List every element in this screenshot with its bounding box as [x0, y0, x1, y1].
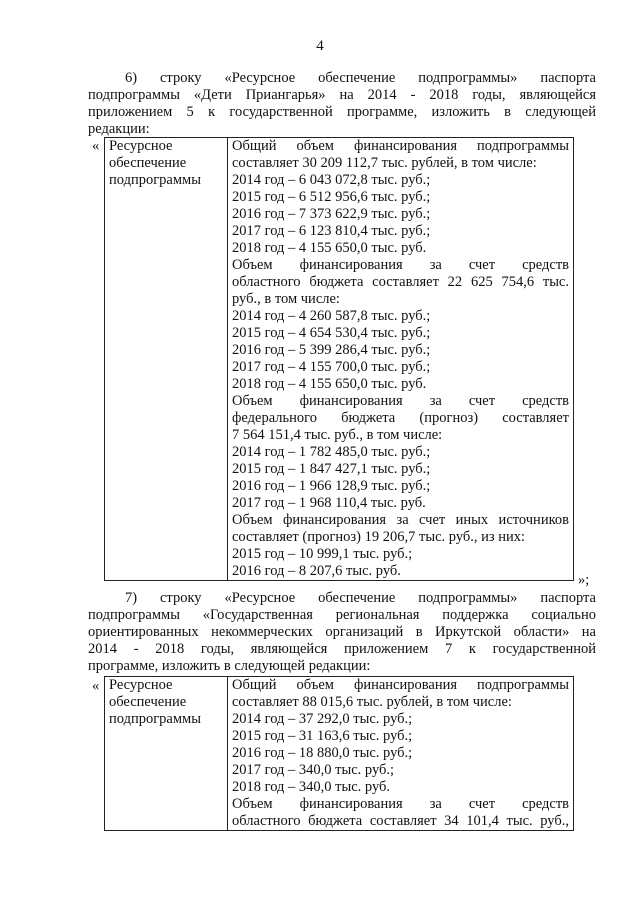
value-line: 2016 год – 1 966 128,9 тыс. руб.; [232, 478, 431, 494]
value-line: областного бюджета составляет 22 625 754,6 тыс. [232, 274, 569, 290]
label-line: обеспечение [109, 694, 187, 710]
value-line: 2018 год – 4 155 650,0 тыс. руб. [232, 376, 427, 392]
value-line: Объем финансирования за счет средств [232, 257, 569, 273]
paragraph-line: ориентированных некоммерческих организаций в Иркутской области» на [88, 624, 596, 640]
item6-paragraph [88, 70, 596, 138]
paragraph-line: редакции: [88, 121, 150, 137]
label-line: подпрограммы [109, 172, 201, 188]
value-line: Общий объем финансирования подпрограммы [232, 138, 569, 154]
closing-quote: »; [578, 572, 590, 588]
label-cell [105, 677, 228, 831]
value-line: составляет 30 209 112,7 тыс. рублей, в том числе: [232, 155, 537, 171]
value-line: 2014 год – 6 043 072,8 тыс. руб.; [232, 172, 431, 188]
value-line: 2017 год – 6 123 810,4 тыс. руб.; [232, 223, 431, 239]
value-line: федерального бюджета (прогноз) составляет [232, 410, 569, 426]
value-line: Объем финансирования за счет иных источников [232, 512, 569, 528]
value-line: 2014 год – 1 782 485,0 тыс. руб.; [232, 444, 431, 460]
value-line: 2016 год – 8 207,6 тыс. руб. [232, 563, 401, 579]
item6-passport-table [104, 137, 574, 581]
value-cell [228, 677, 574, 831]
value-line: составляет 88 015,6 тыс. рублей, в том числе: [232, 694, 512, 710]
label-line: Ресурсное [109, 138, 173, 154]
value-line: 7 564 151,4 тыс. руб., в том числе: [232, 427, 443, 443]
value-line: 2017 год – 4 155 700,0 тыс. руб.; [232, 359, 431, 375]
label-line: обеспечение [109, 155, 187, 171]
paragraph-line: подпрограммы «Государственная региональная поддержка социально [88, 607, 596, 623]
value-line: 2016 год – 5 399 286,4 тыс. руб.; [232, 342, 431, 358]
label-line: Ресурсное [109, 677, 173, 693]
value-line: 2016 год – 7 373 622,9 тыс. руб.; [232, 206, 431, 222]
value-line: составляет (прогноз) 19 206,7 тыс. руб., из них: [232, 529, 526, 545]
label-cell [105, 138, 228, 581]
opening-quote: « [92, 678, 100, 694]
value-cell [228, 138, 574, 581]
page-number: 4 [316, 38, 324, 54]
value-line: 2015 год – 4 654 530,4 тыс. руб.; [232, 325, 431, 341]
value-line: Объем финансирования за счет средств [232, 393, 569, 409]
paragraph-line: 2014 - 2018 годы, являющейся приложением 7 к государственной [88, 641, 596, 657]
paragraph-line: программе, изложить в следующей редакции: [88, 658, 371, 674]
item7-paragraph [88, 590, 596, 675]
value-line: областного бюджета составляет 34 101,4 тыс. руб., [232, 813, 569, 829]
value-line: 2018 год – 4 155 650,0 тыс. руб. [232, 240, 427, 256]
table-row [105, 138, 574, 581]
value-line: Общий объем финансирования подпрограммы [232, 677, 569, 693]
value-line: 2016 год – 18 880,0 тыс. руб.; [232, 745, 413, 761]
value-line: 2015 год – 31 163,6 тыс. руб.; [232, 728, 413, 744]
value-line: руб., в том числе: [232, 291, 340, 307]
item7-passport-table [104, 676, 574, 831]
label-line: подпрограммы [109, 711, 201, 727]
paragraph-line: 7) строку «Ресурсное обеспечение подпрограммы» паспорта [125, 590, 596, 606]
value-line: 2014 год – 37 292,0 тыс. руб.; [232, 711, 413, 727]
value-line: 2017 год – 1 968 110,4 тыс. руб. [232, 495, 426, 511]
value-line: 2015 год – 1 847 427,1 тыс. руб.; [232, 461, 431, 477]
table-row [105, 677, 574, 831]
paragraph-line: 6) строку «Ресурсное обеспечение подпрограммы» паспорта [125, 70, 596, 86]
opening-quote: « [92, 138, 100, 154]
paragraph-line: подпрограммы «Дети Приангарья» на 2014 - 2018 годы, являющейся [88, 87, 596, 103]
value-line: 2014 год – 4 260 587,8 тыс. руб.; [232, 308, 431, 324]
value-line: 2017 год – 340,0 тыс. руб.; [232, 762, 395, 778]
value-line: 2015 год – 10 999,1 тыс. руб.; [232, 546, 413, 562]
value-line: 2015 год – 6 512 956,6 тыс. руб.; [232, 189, 431, 205]
value-line: 2018 год – 340,0 тыс. руб. [232, 779, 391, 795]
paragraph-line: приложением 5 к государственной программе, изложить в следующей [88, 104, 596, 120]
value-line: Объем финансирования за счет средств [232, 796, 569, 812]
